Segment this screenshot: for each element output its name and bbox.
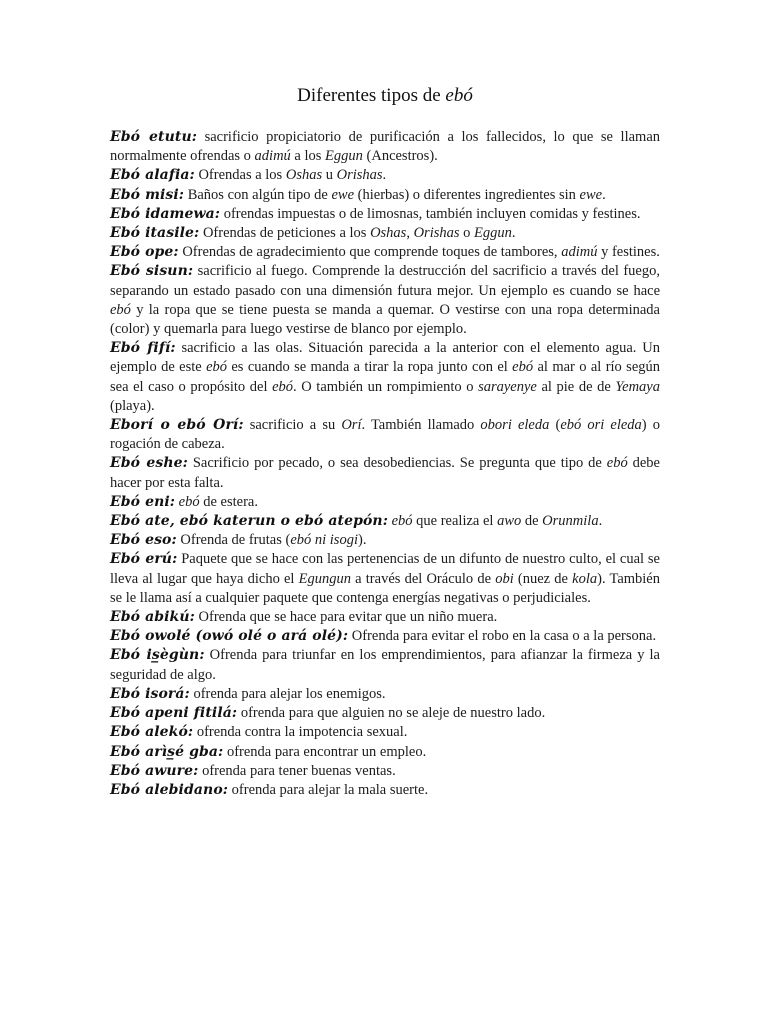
definition-text: Ofrendas de peticiones a los [199,225,371,242]
definition-text: es cuando se manda a tirar la ropa junto con el [227,359,513,376]
definition-italic-term: Oshas [370,225,407,242]
definition-text: ofrenda para alejar la mala suerte. [228,781,429,798]
definition-text: debe hacer por esta falta. [110,455,660,491]
ebo-entry [110,224,660,243]
ebo-entry [110,512,660,531]
definition-italic-term: ewe [331,186,355,203]
definition-italic-term: adimú [561,244,598,261]
definition-italic-term: awo [497,513,522,530]
entry-term: Ebó owolé (owó olé o ará olé): [110,628,349,645]
entry-term: Ebó eshe: [110,455,188,472]
entry-term: Ebó itasile: [110,225,200,242]
entry-term: Ebó eni: [110,493,176,510]
ebo-entry [110,685,660,704]
definition-text: (hierbas) o diferentes ingredientes sin [354,186,580,203]
definition-text: de estera. [199,493,258,510]
title-italic-word: ebó [445,85,473,106]
definition-text: ( [549,417,561,434]
definition-italic-term: Egungun [298,570,351,587]
entry-term: Ebó alebidano: [110,781,229,798]
definition-text: . [602,186,606,203]
definition-italic-term: obi [495,570,514,587]
definition-italic-term: obori eleda [480,417,550,434]
definition-text: sacrificio propiciatorio de purificación a los fallecidos, lo que se llaman normalmente ofrendas o [110,129,660,165]
ebo-entry [110,205,660,224]
definition-text: al pie de de [536,378,616,395]
ebo-entry [110,627,660,646]
definition-text: ofrenda contra la impotencia sexual. [193,724,408,741]
ebo-entry [110,128,660,166]
definition-text: ). [357,532,367,549]
entry-term: Ebó arìs̲é gba: [110,743,224,760]
definition-text: Ofrendas de agradecimiento que comprende toques de tambores, [178,244,562,261]
definition-italic-term: sarayenye [478,378,537,395]
entry-term: Ebó eso: [110,532,177,549]
definition-italic-term: Yemaya [615,378,660,395]
entry-term: Ebó fifí: [110,340,176,357]
entry-term: Ebó ope: [110,244,179,261]
definition-italic-term: ebó [178,493,200,510]
entry-term: Ebó erú: [110,551,178,568]
definition-text: . [511,225,516,242]
definition-italic-term: ebó [110,301,131,318]
definition-italic-term: ebó [206,359,227,376]
definition-italic-term: ebó [272,378,294,395]
definition-italic-term: Orishas [336,167,383,184]
ebo-entry [110,550,660,608]
entry-term: Ebó idamewa: [110,205,221,222]
definition-text: Ofrenda para evitar el robo en la casa o a la persona. [348,628,657,645]
entry-term: Ebó is̲ègùn: [110,647,205,664]
definition-text: y la ropa que se tiene puesta se manda a quemar. O vestirse con una ropa determinada (color) y quemarla para luego vestirse de blanco por ejemplo. [110,301,660,338]
entry-term: Ebó alafia: [110,167,195,184]
definition-text: a través del Oráculo de [351,570,496,587]
definition-text: o [459,225,475,242]
entry-term: Ebó ate, ebó katerun o ebó atepón: [110,513,388,530]
page-title [110,84,660,108]
definition-text: . O también un rompimiento o [293,378,479,395]
definition-text: . También llamado [361,417,481,434]
definition-italic-term: adimú [254,148,291,165]
definition-italic-term: Eggun [474,225,512,242]
definition-text: sacrificio al fuego. Comprende la destrucción del sacrificio a través del fuego, separando un estado pasado con una dimensión futura mejor. Un ejemplo es cuando se hace [110,263,660,299]
entry-term: Eborí o ebó Orí: [110,417,244,434]
ebo-entry [110,493,660,512]
ebo-entry [110,608,660,627]
definition-text: (Ancestros). [362,148,438,165]
ebo-types-list [110,128,660,800]
definition-italic-term: Orí [341,417,362,434]
ebo-entry [110,186,660,205]
ebo-entry [110,416,660,454]
ebo-entry [110,262,660,339]
ebo-entry [110,704,660,723]
definition-text: Ofrenda de frutas ( [176,532,291,549]
entry-term: Ebó awure: [110,762,199,779]
title-text: Diferentes tipos de [297,85,441,106]
entry-term: Ebó alekó: [110,724,194,741]
entry-term: Ebó etutu: [110,129,197,145]
definition-text: . [598,513,603,530]
definition-text: ofrendas impuestas o de limosnas, también incluyen comidas y festines. [220,205,641,222]
ebo-entry [110,723,660,742]
definition-text: . [382,167,387,184]
definition-text: ofrenda para que alguien no se aleje de nuestro lado. [237,705,546,722]
definition-italic-term: ebó ori eleda [560,417,642,434]
definition-text: ofrenda para tener buenas ventas. [198,762,396,779]
ebo-entry [110,762,660,781]
ebo-entry [110,166,660,185]
definition-text: Ofrenda que se hace para evitar que un niño muera. [194,609,498,626]
definition-text: Paquete que se hace con las pertenencias de un difunto de nuestro culto, el cual se lleva al lugar que haya dicho el [110,551,660,587]
definition-text: ofrenda para encontrar un empleo. [223,743,427,760]
definition-italic-term: ebó [606,455,628,472]
definition-text: ). También se le llama así a cualquier paquete que contenga energías negativas o perjudiciales. [110,570,660,606]
definition-text: ofrenda para alejar los enemigos. [189,685,386,702]
definition-text: u [322,167,337,184]
ebo-entry [110,781,660,800]
definition-text: sacrificio a su [243,417,342,434]
ebo-entry [110,243,660,262]
definition-text: y festines. [597,244,660,261]
ebo-entry [110,339,660,416]
definition-italic-term: ebó ni isogi [290,532,358,549]
definition-italic-term: Orunmila [542,513,599,530]
definition-italic-term: Oshas [285,167,323,184]
definition-text: Ofrendas a los [194,167,286,184]
definition-italic-term: Eggun [325,148,363,165]
ebo-entry [110,454,660,492]
definition-text: Ofrenda para triunfar en los emprendimientos, para afianzar la firmeza y la seguridad de algo. [110,647,660,683]
definition-text: a los [290,148,326,165]
definition-italic-term: kola [572,570,598,587]
definition-text: ) o rogación de cabeza. [110,417,660,453]
definition-text: al mar o al río según sea el caso o propósito del [110,359,660,395]
definition-text: que realiza el [412,513,498,530]
definition-italic-term: Orishas [413,225,460,242]
definition-text: (playa). [110,397,155,414]
ebo-entry [110,743,660,762]
document-page [110,84,660,800]
ebo-entry [110,646,660,684]
definition-text: sacrificio a las olas. Situación parecida a la anterior con el elemento agua. Un ejemplo de este [110,340,660,376]
entry-term: Ebó sisun: [110,263,194,280]
ebo-entry [110,531,660,550]
definition-text: de [521,513,543,530]
definition-text: Baños con algún tipo de [184,186,332,203]
entry-term: Ebó misi: [110,186,185,203]
definition-text: Sacrificio por pecado, o sea desobediencias. Se pregunta que tipo de [187,455,607,472]
entry-term: Ebó abikú: [110,609,195,626]
definition-text: , [406,225,414,242]
entry-term: Ebó isorá: [110,685,190,702]
definition-text: (nuez de [513,570,573,587]
definition-italic-term: ebó [512,359,534,376]
entry-term: Ebó apeni fitilá: [110,705,238,722]
definition-italic-term: ewe [579,186,603,203]
definition-italic-term: ebó [391,513,413,530]
